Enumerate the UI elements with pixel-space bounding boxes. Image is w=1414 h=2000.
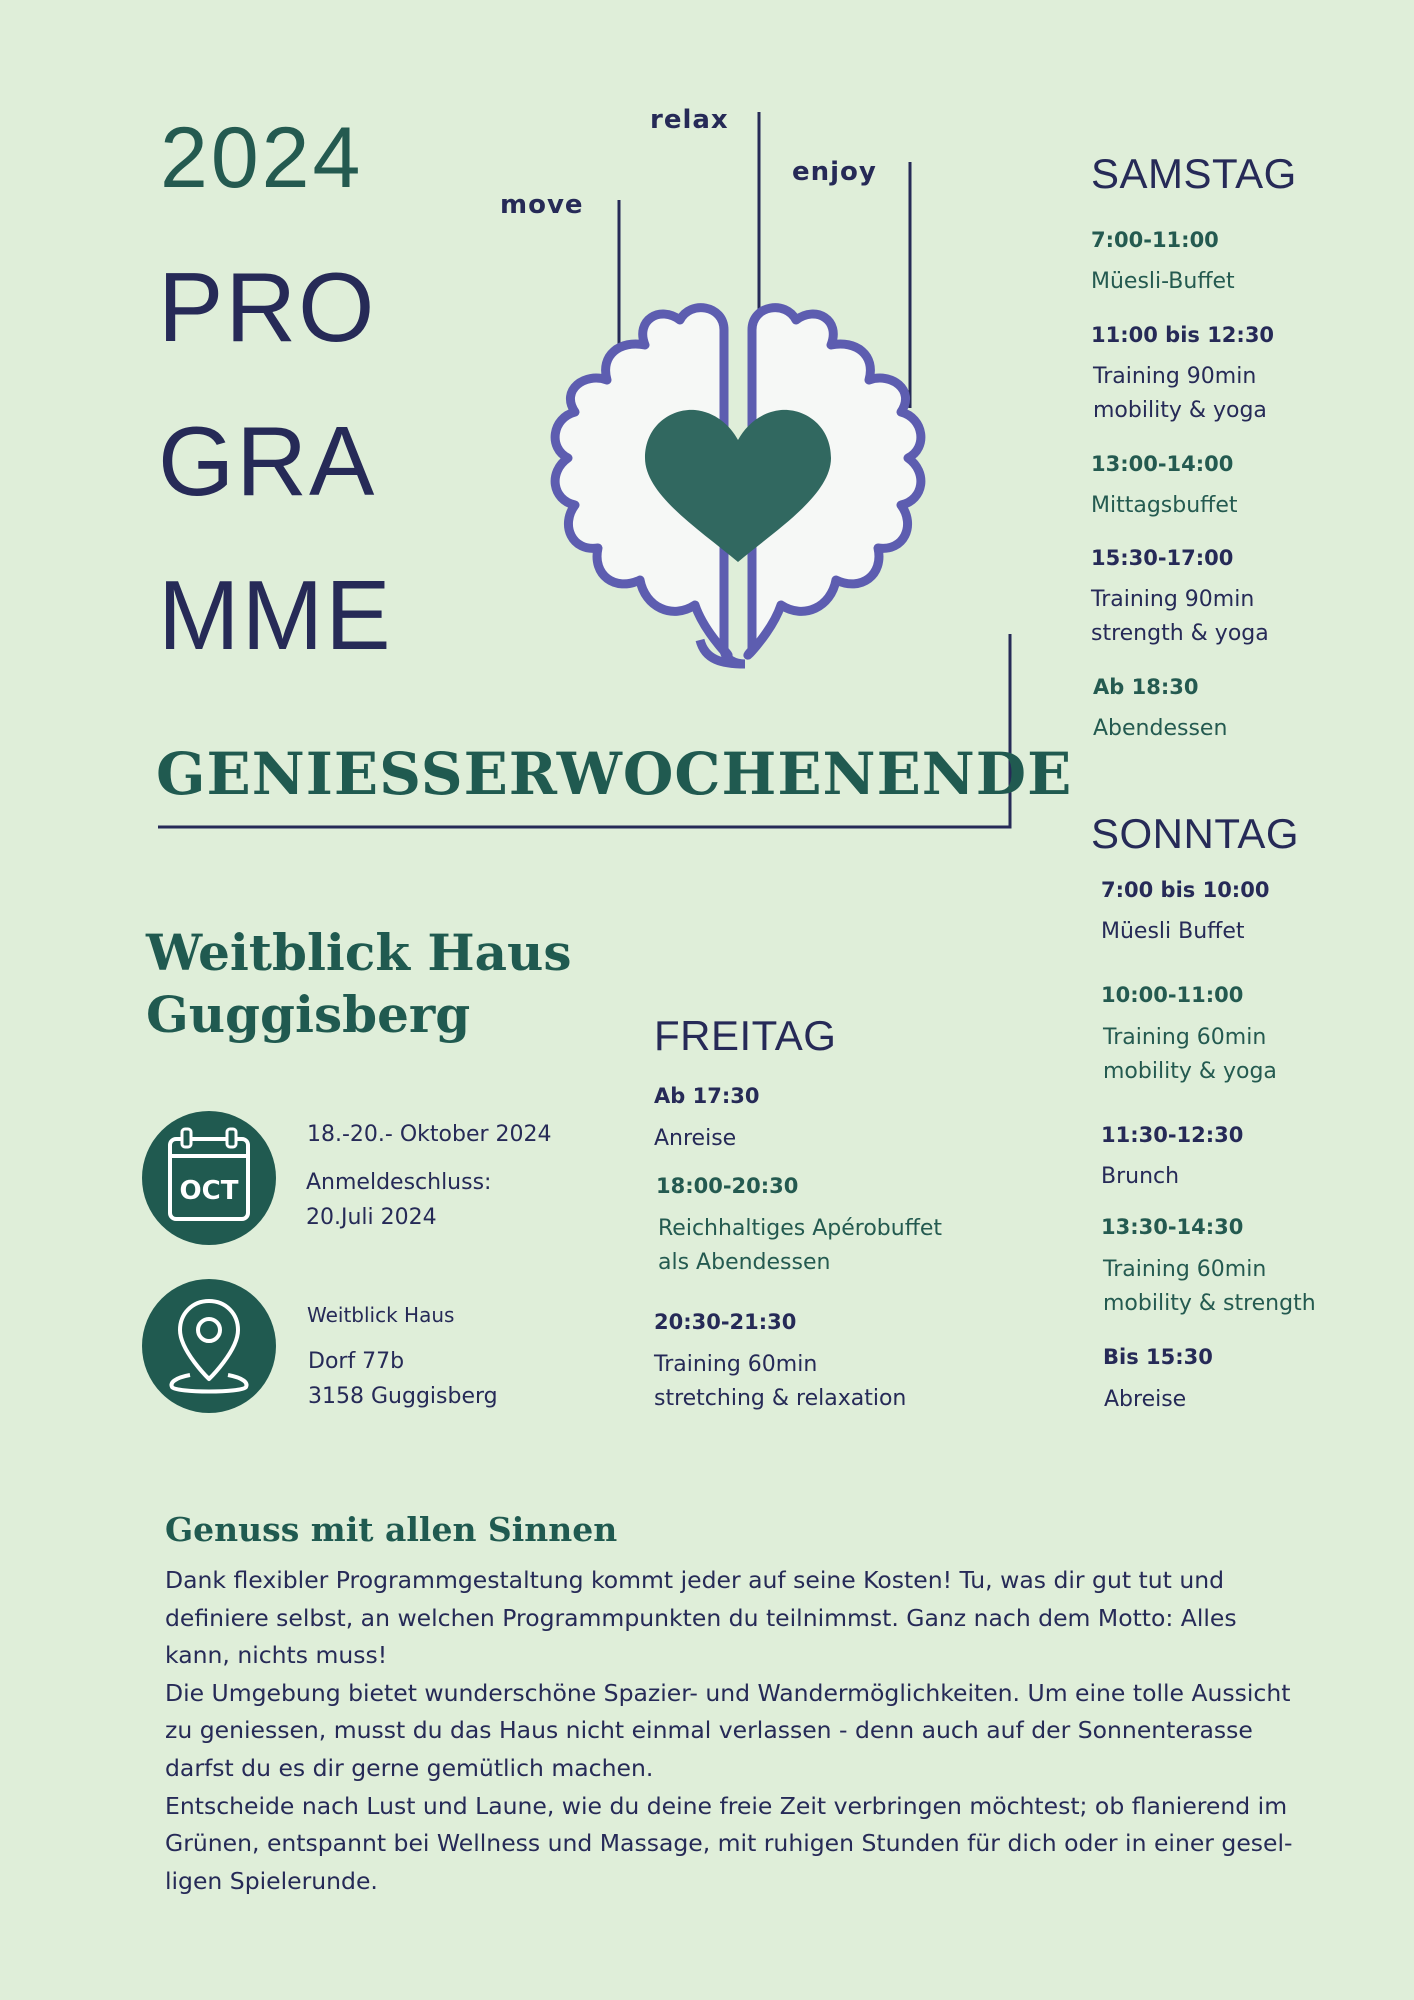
word-move: move bbox=[500, 190, 584, 220]
samstag-item-5: Abendessen bbox=[1093, 716, 1228, 741]
samstag-time-5: Ab 18:30 bbox=[1093, 675, 1199, 699]
title-line-1: PRO bbox=[158, 252, 377, 362]
sonntag-time-2: 10:00-11:00 bbox=[1101, 983, 1244, 1007]
samstag-item-1: Müesli-Buffet bbox=[1091, 269, 1235, 294]
description-line: definiere selbst, an welchen Programmpunkten du teilnimmst. Ganz nach dem Motto: Alles bbox=[165, 1603, 1237, 1632]
sonntag-time-3: 11:30-12:30 bbox=[1101, 1123, 1244, 1147]
venue-name-line2: Guggisberg bbox=[146, 985, 471, 1044]
freitag-item-2b: als Abendessen bbox=[658, 1250, 831, 1275]
calendar-icon bbox=[142, 1111, 276, 1245]
samstag-item-3: Mittagsbuffet bbox=[1091, 493, 1238, 518]
samstag-time-3: 13:00-14:00 bbox=[1091, 452, 1234, 476]
description-line: Grünen, entspannt bei Wellness und Massage, mit ruhigen Stunden für dich oder in einer gesel- bbox=[165, 1829, 1293, 1858]
samstag-time-4: 15:30-17:00 bbox=[1091, 546, 1234, 570]
sonntag-item-2a: Training 60min bbox=[1103, 1025, 1267, 1050]
description-line: kann, nichts muss! bbox=[165, 1641, 388, 1670]
description-heading: Genuss mit allen Sinnen bbox=[165, 1510, 618, 1549]
calendar-label: OCT bbox=[179, 1176, 239, 1206]
sonntag-item-2b: mobility & yoga bbox=[1103, 1059, 1277, 1084]
sonntag-item-5: Abreise bbox=[1104, 1387, 1187, 1412]
deadline-label: Anmeldeschluss: bbox=[306, 1170, 492, 1195]
description-line: Die Umgebung bietet wunderschöne Spazier- und Wandermöglichkeiten. Um eine tolle Aussicht bbox=[165, 1678, 1291, 1707]
word-enjoy: enjoy bbox=[792, 157, 877, 187]
freitag-item-1: Anreise bbox=[654, 1126, 737, 1151]
freitag-item-2a: Reichhaltiges Apérobuffet bbox=[658, 1216, 943, 1241]
title-line-2: GRA bbox=[158, 406, 377, 516]
description-body bbox=[165, 1562, 1365, 1900]
sonntag-title: SONNTAG bbox=[1091, 810, 1300, 857]
subtitle: GENIESSERWOCHENENDE bbox=[156, 740, 1073, 808]
address-city: 3158 Guggisberg bbox=[308, 1384, 498, 1409]
samstag-item-2b: mobility & yoga bbox=[1093, 398, 1267, 423]
sonntag-item-3: Brunch bbox=[1101, 1164, 1180, 1189]
description-line: Entscheide nach Lust und Laune, wie du deine freie Zeit verbringen möchtest; ob flanierend im bbox=[165, 1791, 1288, 1820]
sonntag-item-4b: mobility & strength bbox=[1103, 1291, 1316, 1316]
freitag-time-2: 18:00-20:30 bbox=[656, 1174, 799, 1198]
samstag-item-2a: Training 90min bbox=[1093, 364, 1257, 389]
deadline-date: 20.Juli 2024 bbox=[306, 1205, 437, 1230]
location-badge bbox=[142, 1279, 276, 1413]
freitag-item-3b: stretching & relaxation bbox=[654, 1386, 907, 1411]
map-pin-icon bbox=[142, 1279, 276, 1413]
description-line: ligen Spielerunde. bbox=[165, 1866, 378, 1895]
year-title: 2024 bbox=[160, 110, 364, 206]
freitag-item-3a: Training 60min bbox=[654, 1352, 818, 1377]
description-line: Dank flexibler Programmgestaltung kommt jeder auf seine Kosten! Tu, was dir gut tut und bbox=[165, 1566, 1225, 1594]
sonntag-time-1: 7:00 bis 10:00 bbox=[1101, 878, 1270, 902]
description-line: zu geniessen, musst du das Haus nicht einmal verlassen - denn auch auf der Sonnenterasse bbox=[165, 1716, 1253, 1745]
word-relax: relax bbox=[650, 105, 729, 135]
address-street: Dorf 77b bbox=[308, 1349, 405, 1374]
sonntag-time-4: 13:30-14:30 bbox=[1101, 1215, 1244, 1239]
sonntag-item-4a: Training 60min bbox=[1103, 1257, 1267, 1282]
sonntag-time-5: Bis 15:30 bbox=[1103, 1345, 1213, 1369]
samstag-time-1: 7:00-11:00 bbox=[1091, 228, 1219, 252]
calendar-badge bbox=[142, 1111, 276, 1245]
title-line-3: MME bbox=[158, 560, 393, 670]
venue-name-line1: Weitblick Haus bbox=[146, 923, 572, 982]
event-date: 18.-20.- Oktober 2024 bbox=[307, 1122, 552, 1147]
freitag-time-3: 20:30-21:30 bbox=[654, 1310, 797, 1334]
address-name: Weitblick Haus bbox=[307, 1303, 455, 1327]
sonntag-item-1: Müesli Buffet bbox=[1101, 919, 1245, 944]
samstag-item-4a: Training 90min bbox=[1091, 587, 1255, 612]
samstag-time-2: 11:00 bis 12:30 bbox=[1091, 323, 1275, 347]
freitag-time-1: Ab 17:30 bbox=[654, 1084, 760, 1108]
samstag-item-4b: strength & yoga bbox=[1091, 621, 1269, 646]
venue-name bbox=[146, 922, 572, 1046]
description-line: darfst du es dir gerne gemütlich machen. bbox=[165, 1753, 654, 1782]
samstag-title: SAMSTAG bbox=[1091, 150, 1297, 197]
freitag-title: FREITAG bbox=[654, 1012, 837, 1059]
